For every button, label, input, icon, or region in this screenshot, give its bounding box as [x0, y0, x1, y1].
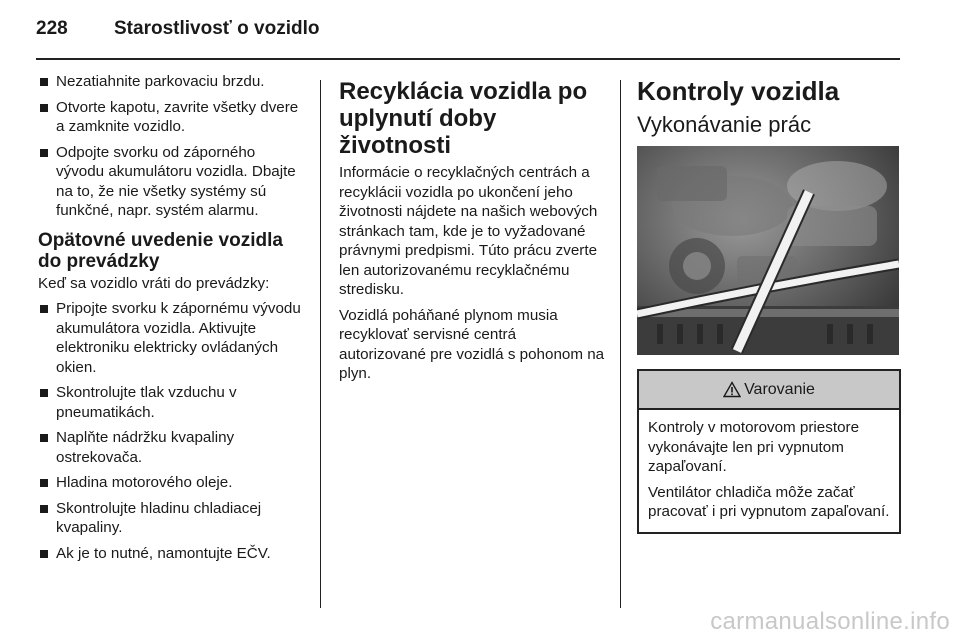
list-item: Naplňte nádržku kvapaliny ostrekovača. — [38, 428, 306, 467]
section-heading-recycling: Recyklácia vozidla po uplynutí doby životnosti — [339, 78, 588, 159]
column-2 — [339, 72, 605, 390]
column-divider-2 — [620, 80, 621, 608]
warning-box — [637, 369, 901, 534]
warning-body — [639, 410, 899, 532]
list-item: Otvorte kapotu, zavrite všetky dvere a zamknite vozidlo. — [38, 98, 306, 137]
section-heading-recommissioning: Opätovné uvedenie vozidla do prevádzky — [38, 229, 283, 272]
list-item: Hladina motorového oleje. — [38, 473, 306, 493]
list-item: Skontrolujte tlak vzduchu v pneumatikách. — [38, 383, 306, 422]
list-item: Ak je to nutné, namontujte EČV. — [38, 544, 306, 564]
column-divider-1 — [320, 80, 321, 608]
engine-bay-photo — [637, 146, 899, 355]
warning-triangle-icon — [723, 381, 741, 398]
section-intro: Keď sa vozidlo vráti do prevádzky: — [38, 274, 270, 292]
page-number: 228 — [36, 18, 68, 39]
warning-title: Varovanie — [744, 380, 815, 398]
subsection-heading-performing-work: Vykonávanie prác — [637, 112, 812, 137]
page-title: Starostlivosť o vozidlo — [114, 18, 320, 39]
list-item: Skontrolujte hladinu chladiacej kvapaliny. — [38, 499, 306, 538]
header-divider — [36, 58, 900, 60]
recommissioning-steps-list — [38, 299, 306, 563]
storage-steps-list — [38, 72, 306, 221]
warning-paragraph-2: Ventilátor chladiča môže začať pracovať i pri vypnutom zapaľovaní. — [648, 483, 890, 520]
warning-paragraph-1: Kontroly v motorovom priestore vykonávajte len pri vypnutom zapaľovaní. — [648, 419, 860, 475]
page-header — [36, 18, 319, 40]
recycling-paragraph-1: Informácie o recyklačných centrách a recyklácii vozidla po ukončení jeho životnosti nájdete na našich webových stránkach tam, kde je to vyžadované právnymi predpismi. Túto prácu zverte len autorizovanému recyklačnému stredisku. — [339, 164, 598, 298]
list-item: Nezatiahnite parkovaciu brzdu. — [38, 72, 306, 92]
watermark: carmanualsonline.info — [710, 608, 950, 635]
recycling-paragraph-2: Vozidlá poháňané plynom musia recyklovať servisné centrá autorizované pre vozidlá s pohonom na plyn. — [339, 306, 605, 382]
list-item: Pripojte svorku k zápornému vývodu akumulátora vozidla. Aktivujte elektroniku elektricky ovládaných okien. — [38, 299, 306, 377]
list-item: Odpojte svorku od záporného vývodu akumulátoru vozidla. Dbajte na to, že nie všetky systémy sú funkčné, napr. systém alarmu. — [38, 143, 306, 221]
column-1 — [38, 72, 306, 569]
warning-header — [639, 371, 899, 410]
column-3 — [637, 72, 901, 534]
section-heading-vehicle-checks: Kontroly vozidla — [637, 76, 840, 106]
